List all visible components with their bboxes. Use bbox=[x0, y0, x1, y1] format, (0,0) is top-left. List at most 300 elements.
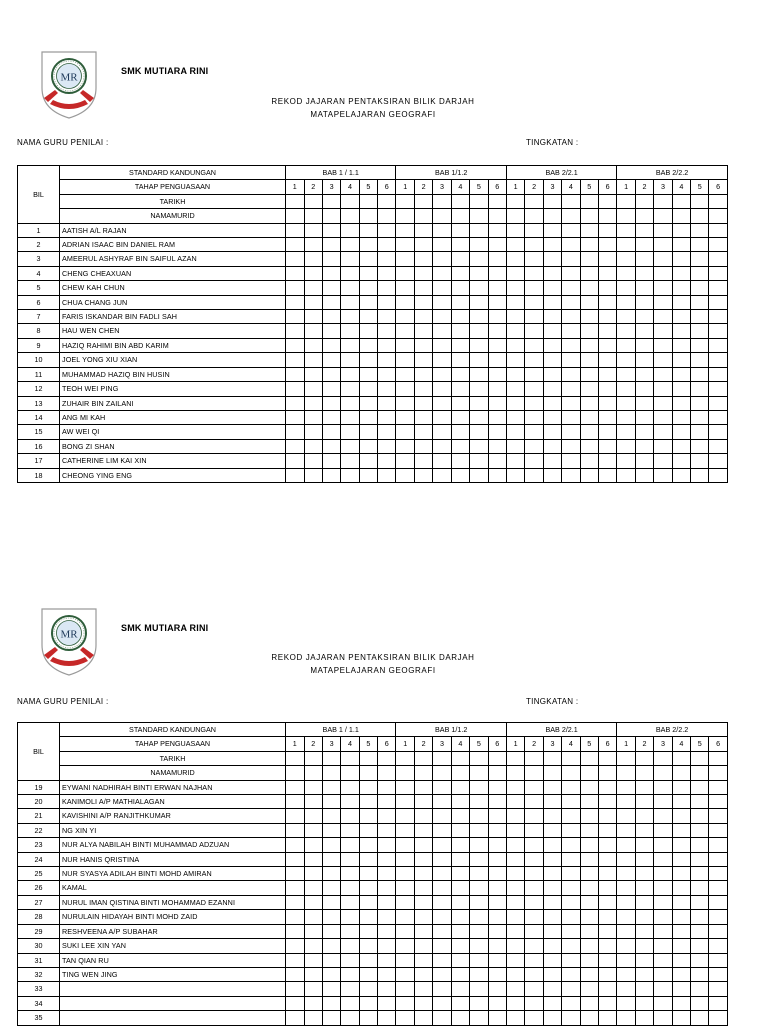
level-number: 2 bbox=[414, 737, 432, 751]
score-cell bbox=[617, 454, 636, 468]
score-cell bbox=[414, 454, 432, 468]
score-cell bbox=[470, 795, 488, 809]
score-cell bbox=[654, 867, 672, 881]
score-cell bbox=[506, 266, 525, 280]
record-table bbox=[17, 165, 728, 483]
score-cell bbox=[451, 852, 469, 866]
score-cell bbox=[525, 867, 543, 881]
score-cell bbox=[341, 924, 359, 938]
student-number: 20 bbox=[18, 795, 60, 809]
level-number: 3 bbox=[543, 737, 561, 751]
score-cell bbox=[672, 910, 690, 924]
score-cell bbox=[322, 1011, 340, 1025]
table-row bbox=[18, 924, 728, 938]
score-cell bbox=[414, 895, 432, 909]
score-cell bbox=[378, 295, 396, 309]
score-cell bbox=[414, 410, 432, 424]
score-cell bbox=[286, 795, 305, 809]
score-cell bbox=[433, 838, 451, 852]
score-cell bbox=[322, 295, 340, 309]
score-cell bbox=[359, 410, 377, 424]
score-cell bbox=[691, 338, 709, 352]
score-cell bbox=[506, 439, 525, 453]
score-cell bbox=[580, 867, 598, 881]
score-cell bbox=[654, 823, 672, 837]
table-row bbox=[18, 910, 728, 924]
score-cell bbox=[396, 996, 415, 1010]
score-cell bbox=[378, 809, 396, 823]
score-cell bbox=[562, 982, 580, 996]
score-cell bbox=[304, 396, 322, 410]
score-cell bbox=[451, 367, 469, 381]
score-cell bbox=[322, 310, 340, 324]
score-cell bbox=[396, 223, 415, 237]
score-cell bbox=[341, 238, 359, 252]
score-cell bbox=[617, 238, 636, 252]
score-cell bbox=[414, 795, 432, 809]
score-cell bbox=[378, 953, 396, 967]
score-cell bbox=[691, 867, 709, 881]
score-cell bbox=[322, 766, 340, 780]
score-cell bbox=[635, 852, 653, 866]
score-cell bbox=[562, 410, 580, 424]
score-cell bbox=[635, 751, 653, 765]
score-cell bbox=[378, 223, 396, 237]
score-cell bbox=[304, 867, 322, 881]
score-cell bbox=[525, 194, 543, 208]
score-cell bbox=[691, 223, 709, 237]
score-cell bbox=[598, 823, 616, 837]
score-cell bbox=[286, 910, 305, 924]
score-cell bbox=[286, 454, 305, 468]
score-cell bbox=[709, 310, 727, 324]
score-cell bbox=[396, 751, 415, 765]
score-cell bbox=[562, 367, 580, 381]
score-cell bbox=[709, 223, 727, 237]
score-cell bbox=[304, 439, 322, 453]
score-cell bbox=[304, 295, 322, 309]
score-cell bbox=[598, 425, 616, 439]
score-cell bbox=[304, 910, 322, 924]
score-cell bbox=[286, 194, 305, 208]
score-cell bbox=[635, 468, 653, 482]
score-cell bbox=[543, 439, 561, 453]
score-cell bbox=[580, 468, 598, 482]
score-cell bbox=[691, 1011, 709, 1025]
score-cell bbox=[378, 425, 396, 439]
score-cell bbox=[378, 439, 396, 453]
score-cell bbox=[691, 295, 709, 309]
score-cell bbox=[525, 967, 543, 981]
score-cell bbox=[488, 338, 506, 352]
score-cell bbox=[433, 766, 451, 780]
score-cell bbox=[451, 295, 469, 309]
score-cell bbox=[396, 867, 415, 881]
score-cell bbox=[691, 852, 709, 866]
score-cell bbox=[451, 867, 469, 881]
student-name: HAU WEN CHEN bbox=[60, 324, 286, 338]
score-cell bbox=[691, 953, 709, 967]
score-cell bbox=[506, 996, 525, 1010]
score-cell bbox=[488, 751, 506, 765]
score-cell bbox=[396, 780, 415, 794]
score-cell bbox=[525, 795, 543, 809]
level-label: TAHAP PENGUASAAN bbox=[60, 737, 286, 751]
student-number: 17 bbox=[18, 454, 60, 468]
score-cell bbox=[580, 1011, 598, 1025]
student-number: 19 bbox=[18, 780, 60, 794]
score-cell bbox=[672, 982, 690, 996]
level-number: 3 bbox=[433, 180, 451, 194]
score-cell bbox=[414, 1011, 432, 1025]
score-cell bbox=[691, 194, 709, 208]
score-cell bbox=[433, 852, 451, 866]
score-cell bbox=[322, 439, 340, 453]
score-cell bbox=[635, 382, 653, 396]
score-cell bbox=[322, 982, 340, 996]
score-cell bbox=[506, 338, 525, 352]
score-cell bbox=[525, 425, 543, 439]
score-cell bbox=[709, 425, 727, 439]
score-cell bbox=[378, 924, 396, 938]
score-cell bbox=[506, 454, 525, 468]
score-cell bbox=[506, 223, 525, 237]
score-cell bbox=[598, 194, 616, 208]
score-cell bbox=[672, 881, 690, 895]
score-cell bbox=[654, 982, 672, 996]
score-cell bbox=[525, 252, 543, 266]
score-cell bbox=[359, 795, 377, 809]
score-cell bbox=[396, 353, 415, 367]
score-cell bbox=[635, 454, 653, 468]
score-cell bbox=[709, 252, 727, 266]
level-number: 6 bbox=[378, 180, 396, 194]
score-cell bbox=[672, 766, 690, 780]
score-cell bbox=[562, 266, 580, 280]
table-row bbox=[18, 410, 728, 424]
score-cell bbox=[617, 410, 636, 424]
student-name: MUHAMMAD HAZIQ BIN HUSIN bbox=[60, 367, 286, 381]
score-cell bbox=[414, 967, 432, 981]
score-cell bbox=[543, 252, 561, 266]
teacher-label: NAMA GURU PENILAI : bbox=[17, 138, 109, 147]
student-number: 7 bbox=[18, 310, 60, 324]
level-number: 4 bbox=[341, 180, 359, 194]
score-cell bbox=[635, 209, 653, 223]
student-name: TAN QIAN RU bbox=[60, 953, 286, 967]
score-cell bbox=[341, 996, 359, 1010]
score-cell bbox=[341, 281, 359, 295]
student-number: 32 bbox=[18, 967, 60, 981]
score-cell bbox=[525, 295, 543, 309]
score-cell bbox=[543, 924, 561, 938]
table-row bbox=[18, 809, 728, 823]
score-cell bbox=[543, 982, 561, 996]
score-cell bbox=[414, 367, 432, 381]
score-cell bbox=[286, 982, 305, 996]
score-cell bbox=[617, 809, 636, 823]
score-cell bbox=[580, 410, 598, 424]
score-cell bbox=[543, 310, 561, 324]
score-cell bbox=[359, 396, 377, 410]
score-cell bbox=[433, 252, 451, 266]
student-number: 31 bbox=[18, 953, 60, 967]
score-cell bbox=[470, 439, 488, 453]
score-cell bbox=[543, 852, 561, 866]
score-cell bbox=[322, 367, 340, 381]
score-cell bbox=[562, 795, 580, 809]
score-cell bbox=[598, 396, 616, 410]
score-cell bbox=[562, 396, 580, 410]
score-cell bbox=[525, 838, 543, 852]
score-cell bbox=[709, 910, 727, 924]
table-row bbox=[18, 295, 728, 309]
score-cell bbox=[359, 425, 377, 439]
score-cell bbox=[359, 867, 377, 881]
chapter-header: BAB 1 / 1.1 bbox=[286, 723, 396, 737]
score-cell bbox=[672, 468, 690, 482]
score-cell bbox=[286, 310, 305, 324]
level-number: 3 bbox=[433, 737, 451, 751]
score-cell bbox=[617, 910, 636, 924]
score-cell bbox=[654, 766, 672, 780]
score-cell bbox=[470, 766, 488, 780]
student-name: CATHERINE LIM KAI XIN bbox=[60, 454, 286, 468]
student-number: 10 bbox=[18, 353, 60, 367]
score-cell bbox=[286, 382, 305, 396]
score-cell bbox=[506, 425, 525, 439]
score-cell bbox=[635, 324, 653, 338]
score-cell bbox=[598, 939, 616, 953]
score-cell bbox=[304, 766, 322, 780]
score-cell bbox=[341, 324, 359, 338]
student-name: TING WEN JING bbox=[60, 967, 286, 981]
level-number: 2 bbox=[304, 737, 322, 751]
score-cell bbox=[396, 382, 415, 396]
score-cell bbox=[451, 353, 469, 367]
score-cell bbox=[304, 1011, 322, 1025]
score-cell bbox=[322, 209, 340, 223]
score-cell bbox=[617, 895, 636, 909]
score-cell bbox=[598, 439, 616, 453]
score-cell bbox=[451, 967, 469, 981]
score-cell bbox=[543, 338, 561, 352]
level-number: 1 bbox=[396, 737, 415, 751]
score-cell bbox=[598, 895, 616, 909]
score-cell bbox=[543, 780, 561, 794]
score-cell bbox=[543, 238, 561, 252]
score-cell bbox=[286, 338, 305, 352]
student-number: 12 bbox=[18, 382, 60, 396]
score-cell bbox=[654, 439, 672, 453]
score-cell bbox=[451, 881, 469, 895]
student-number: 23 bbox=[18, 838, 60, 852]
score-cell bbox=[396, 338, 415, 352]
score-cell bbox=[359, 223, 377, 237]
score-cell bbox=[654, 780, 672, 794]
chapter-header: BAB 1/1.2 bbox=[396, 723, 506, 737]
score-cell bbox=[414, 939, 432, 953]
score-cell bbox=[598, 252, 616, 266]
score-cell bbox=[378, 895, 396, 909]
score-cell bbox=[635, 795, 653, 809]
level-number: 1 bbox=[286, 180, 305, 194]
score-cell bbox=[598, 967, 616, 981]
score-cell bbox=[396, 895, 415, 909]
score-cell bbox=[691, 881, 709, 895]
score-cell bbox=[635, 281, 653, 295]
level-number: 6 bbox=[598, 737, 616, 751]
score-cell bbox=[286, 295, 305, 309]
score-cell bbox=[506, 295, 525, 309]
score-cell bbox=[525, 338, 543, 352]
score-cell bbox=[470, 281, 488, 295]
score-cell bbox=[488, 895, 506, 909]
score-cell bbox=[396, 924, 415, 938]
score-cell bbox=[672, 924, 690, 938]
score-cell bbox=[617, 295, 636, 309]
score-cell bbox=[691, 281, 709, 295]
table-row bbox=[18, 838, 728, 852]
score-cell bbox=[654, 953, 672, 967]
student-name: ADRIAN ISAAC BIN DANIEL RAM bbox=[60, 238, 286, 252]
header-row-name bbox=[18, 766, 728, 780]
score-cell bbox=[598, 996, 616, 1010]
score-cell bbox=[396, 439, 415, 453]
score-cell bbox=[654, 967, 672, 981]
score-cell bbox=[359, 910, 377, 924]
score-cell bbox=[451, 910, 469, 924]
score-cell bbox=[580, 967, 598, 981]
score-cell bbox=[414, 281, 432, 295]
student-number: 9 bbox=[18, 338, 60, 352]
score-cell bbox=[359, 338, 377, 352]
score-cell bbox=[598, 266, 616, 280]
score-cell bbox=[470, 1011, 488, 1025]
score-cell bbox=[341, 809, 359, 823]
score-cell bbox=[451, 766, 469, 780]
score-cell bbox=[304, 238, 322, 252]
score-cell bbox=[709, 281, 727, 295]
score-cell bbox=[598, 223, 616, 237]
score-cell bbox=[654, 881, 672, 895]
score-cell bbox=[580, 939, 598, 953]
score-cell bbox=[433, 939, 451, 953]
score-cell bbox=[322, 468, 340, 482]
score-cell bbox=[525, 410, 543, 424]
score-cell bbox=[672, 439, 690, 453]
score-cell bbox=[304, 795, 322, 809]
score-cell bbox=[691, 838, 709, 852]
score-cell bbox=[691, 795, 709, 809]
score-cell bbox=[709, 338, 727, 352]
score-cell bbox=[598, 982, 616, 996]
score-cell bbox=[304, 996, 322, 1010]
student-name: NUR SYASYA ADILAH BINTI MOHD AMIRAN bbox=[60, 867, 286, 881]
chapter-header: BAB 2/2.1 bbox=[506, 723, 616, 737]
score-cell bbox=[451, 468, 469, 482]
score-cell bbox=[414, 194, 432, 208]
score-cell bbox=[562, 425, 580, 439]
level-number: 3 bbox=[322, 180, 340, 194]
score-cell bbox=[378, 382, 396, 396]
score-cell bbox=[396, 468, 415, 482]
score-cell bbox=[709, 209, 727, 223]
score-cell bbox=[341, 382, 359, 396]
student-name: RESHVEENA A/P SUBAHAR bbox=[60, 924, 286, 938]
score-cell bbox=[562, 252, 580, 266]
title-line-1: REKOD JAJARAN PENTAKSIRAN BILIK DARJAH bbox=[271, 97, 475, 106]
score-cell bbox=[414, 881, 432, 895]
score-cell bbox=[543, 967, 561, 981]
score-cell bbox=[506, 895, 525, 909]
score-cell bbox=[414, 468, 432, 482]
score-cell bbox=[304, 454, 322, 468]
score-cell bbox=[451, 751, 469, 765]
score-cell bbox=[488, 780, 506, 794]
student-number: 26 bbox=[18, 881, 60, 895]
score-cell bbox=[543, 324, 561, 338]
score-cell bbox=[286, 324, 305, 338]
score-cell bbox=[543, 881, 561, 895]
score-cell bbox=[378, 238, 396, 252]
score-cell bbox=[286, 766, 305, 780]
score-cell bbox=[341, 223, 359, 237]
score-cell bbox=[562, 454, 580, 468]
score-cell bbox=[691, 252, 709, 266]
score-cell bbox=[525, 396, 543, 410]
score-cell bbox=[451, 809, 469, 823]
header-row-standard bbox=[18, 166, 728, 180]
table-row bbox=[18, 425, 728, 439]
score-cell bbox=[709, 895, 727, 909]
score-cell bbox=[635, 194, 653, 208]
score-cell bbox=[378, 281, 396, 295]
score-cell bbox=[709, 396, 727, 410]
score-cell bbox=[580, 266, 598, 280]
score-cell bbox=[396, 823, 415, 837]
score-cell bbox=[433, 996, 451, 1010]
score-cell bbox=[359, 967, 377, 981]
score-cell bbox=[304, 751, 322, 765]
score-cell bbox=[378, 194, 396, 208]
score-cell bbox=[598, 809, 616, 823]
score-cell bbox=[286, 1011, 305, 1025]
score-cell bbox=[562, 751, 580, 765]
score-cell bbox=[617, 967, 636, 981]
score-cell bbox=[709, 982, 727, 996]
score-cell bbox=[396, 310, 415, 324]
score-cell bbox=[672, 1011, 690, 1025]
score-cell bbox=[580, 281, 598, 295]
score-cell bbox=[506, 823, 525, 837]
score-cell bbox=[709, 924, 727, 938]
score-cell bbox=[525, 353, 543, 367]
score-cell bbox=[543, 795, 561, 809]
score-cell bbox=[396, 252, 415, 266]
header-row-date bbox=[18, 194, 728, 208]
score-cell bbox=[470, 910, 488, 924]
form-level-label: TINGKATAN : bbox=[526, 697, 579, 706]
student-number: 8 bbox=[18, 324, 60, 338]
score-cell bbox=[378, 1011, 396, 1025]
level-number: 2 bbox=[635, 737, 653, 751]
table-row bbox=[18, 353, 728, 367]
score-cell bbox=[488, 823, 506, 837]
score-cell bbox=[672, 823, 690, 837]
level-number: 5 bbox=[470, 737, 488, 751]
score-cell bbox=[562, 924, 580, 938]
